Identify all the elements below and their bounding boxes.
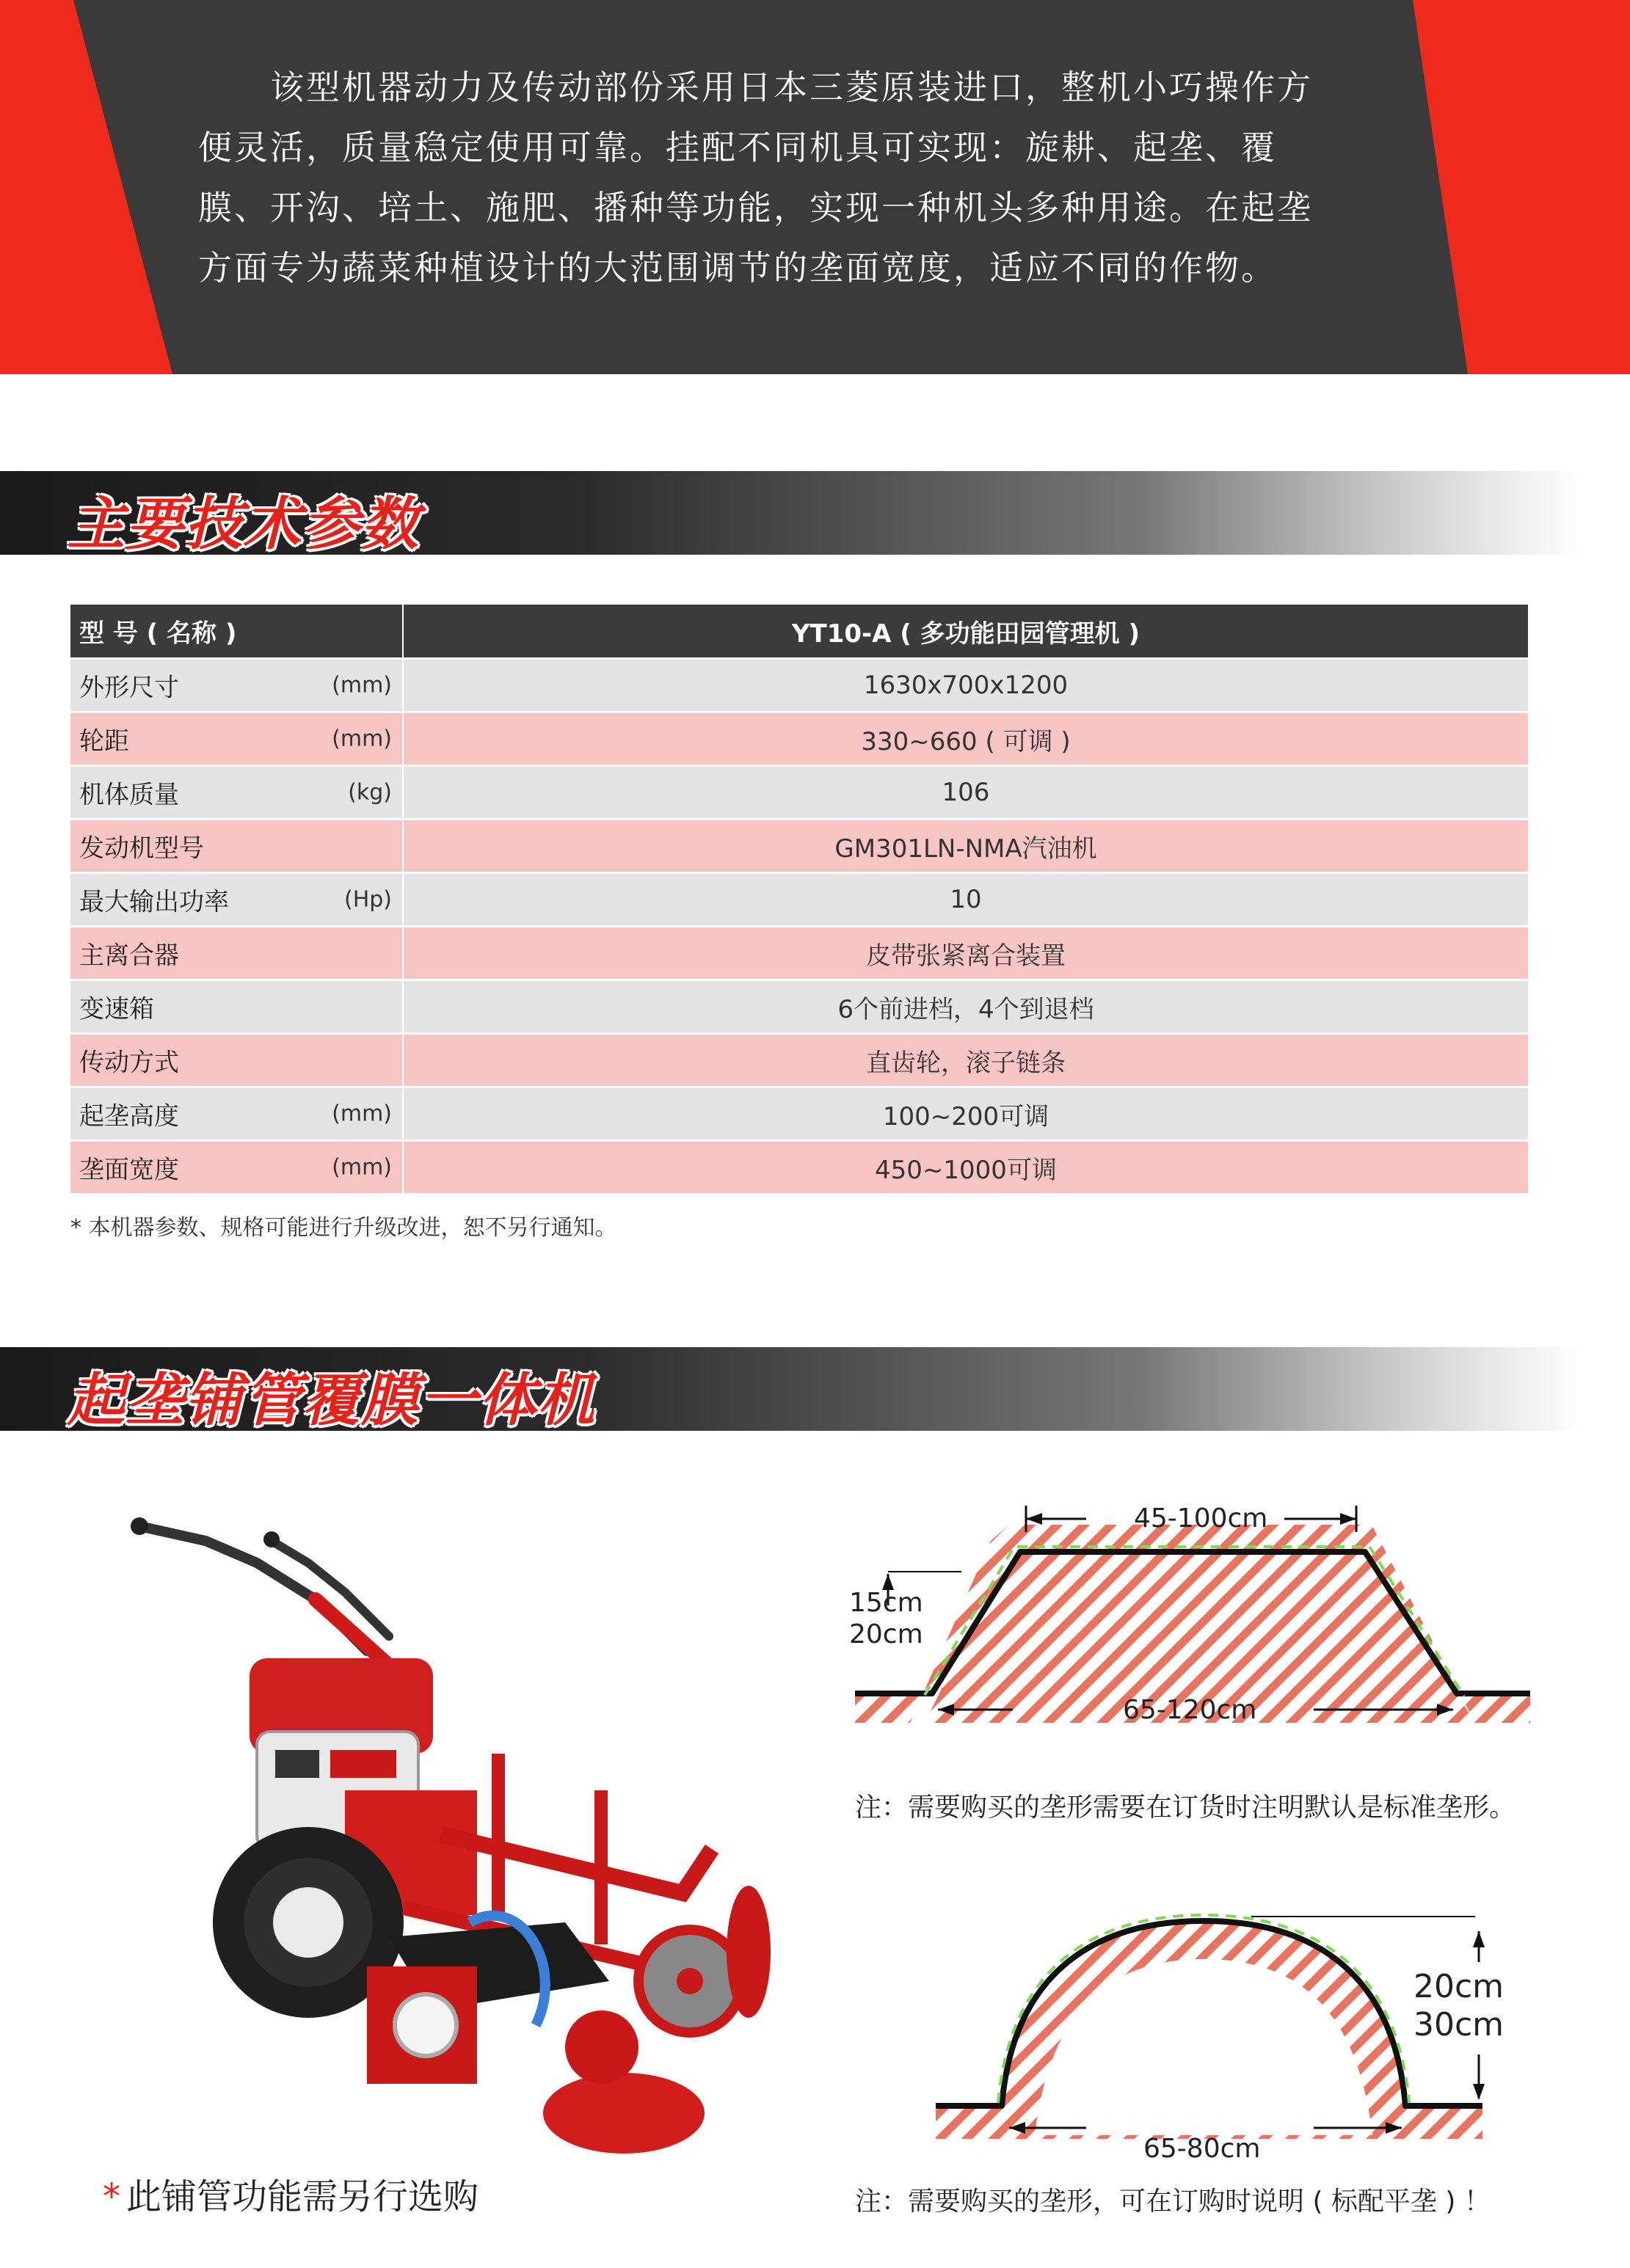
- engine-badge: [275, 1750, 319, 1778]
- row-value: 100~200可调: [403, 1087, 1528, 1141]
- row-label-cell: [70, 1034, 403, 1087]
- arrow-head: [1026, 1513, 1042, 1525]
- arrow-head: [1340, 1513, 1356, 1525]
- row-label: 发动机型号: [79, 834, 204, 864]
- row-value: 450~1000可调: [403, 1141, 1528, 1195]
- row-unit: (mm): [332, 672, 392, 699]
- dim-height-b: 20cm: [849, 1619, 923, 1649]
- handle-grip: [131, 1517, 148, 1535]
- arrow-head: [1473, 2084, 1485, 2100]
- dim-base-width: 65-80cm: [1143, 2134, 1261, 2164]
- row-label-cell: [70, 1141, 403, 1195]
- section-title: 起垄铺管覆膜一体机: [68, 1368, 597, 1434]
- table-row: [70, 873, 1528, 927]
- covering-wheel: [565, 2010, 638, 2084]
- row-value: 6个前进档，4个到退档: [403, 980, 1528, 1034]
- frame-post: [594, 1790, 608, 1944]
- intro-text: [198, 57, 1387, 298]
- table-header-row: [70, 605, 1528, 659]
- handle-grip: [263, 1531, 280, 1547]
- machine-caption: [103, 2168, 479, 2219]
- row-label-cell: [70, 927, 403, 980]
- row-value: 10: [403, 873, 1528, 927]
- row-label-cell: [70, 980, 403, 1034]
- row-unit: (mm): [332, 1154, 392, 1181]
- spec-table: [70, 605, 1528, 1195]
- dim-height-b: 30cm: [1413, 2006, 1505, 2043]
- engine-badge: [330, 1750, 396, 1778]
- row-label: 起垄高度: [79, 1101, 179, 1131]
- dim-base-width: 65-120cm: [1123, 1695, 1257, 1725]
- disc-coulter: [543, 2073, 705, 2154]
- row-label: 外形尺寸: [79, 673, 179, 703]
- row-label: 最大输出功率: [79, 887, 229, 917]
- intro-line: 方面专为蔬菜种植设计的大范围调节的垄面宽度，适应不同的作物。: [198, 248, 1277, 288]
- row-value: 106: [403, 766, 1528, 820]
- row-label: 机体质量: [79, 780, 179, 810]
- row-label-cell: [70, 659, 403, 712]
- handle-column: [316, 1600, 389, 1666]
- table-row: [70, 820, 1528, 873]
- frame-bar: [440, 1834, 712, 1893]
- row-value: 皮带张紧离合装置: [403, 927, 1528, 980]
- row-value: GM301LN-NMA汽油机: [403, 820, 1528, 873]
- table-row: [70, 659, 1528, 712]
- table-row: [70, 927, 1528, 980]
- table-footnote: * 本机器参数、规格可能进行升级改进，恕不另行通知。: [70, 1215, 617, 1241]
- section-header-machine: [0, 1347, 1630, 1434]
- row-label: 变速箱: [79, 994, 154, 1024]
- dim-height-a: 20cm: [1413, 1968, 1505, 2005]
- dim-height-a: 15cm: [849, 1588, 923, 1618]
- diagram1-note: 注：需要购买的垄形需要在订货时注明默认是标准垄形。: [855, 1793, 1516, 1823]
- dim-top-width: 45-100cm: [1134, 1503, 1268, 1534]
- machine-illustration: [125, 1512, 829, 2157]
- row-value: 直齿轮，滚子链条: [403, 1034, 1528, 1087]
- caption-text: 此铺管功能需另行选购: [126, 2176, 479, 2217]
- table-row: [70, 1034, 1528, 1087]
- row-unit: (mm): [332, 726, 392, 752]
- section-title: 主要技术参数: [68, 492, 421, 558]
- header-value: YT10-A ( 多功能田园管理机 ): [403, 605, 1528, 659]
- arrow-head: [1473, 1931, 1485, 1947]
- intro-line: 该型机器动力及传动部份采用日本三菱原装进口，整机小巧操作方: [198, 68, 1313, 107]
- handlebar: [139, 1526, 367, 1651]
- row-label-cell: [70, 873, 403, 927]
- header-label-cell: [70, 605, 403, 659]
- row-unit: (Hp): [343, 886, 392, 913]
- asterisk: *: [103, 2176, 120, 2217]
- row-unit: (kg): [348, 779, 392, 806]
- row-label-cell: [70, 766, 403, 820]
- table-row: [70, 712, 1528, 766]
- row-value: 330~660 ( 可调 ): [403, 712, 1528, 766]
- row-label: 主离合器: [79, 941, 179, 971]
- row-unit: (mm): [332, 1101, 392, 1127]
- row-label-cell: [70, 712, 403, 766]
- row-label: 垄面宽度: [79, 1155, 179, 1185]
- row-label-cell: [70, 820, 403, 873]
- row-label-cell: [70, 1087, 403, 1141]
- table-row: [70, 1141, 1528, 1195]
- intro-line: 便灵活，质量稳定使用可靠。挂配不同机具可实现：旋耕、起垄、覆: [198, 128, 1277, 167]
- intro-line: 膜、开沟、培土、施肥、播种等功能，实现一种机头多种用途。在起垄: [198, 188, 1313, 227]
- disc-coulter: [727, 1886, 771, 2018]
- drive-wheel-hub: [273, 1887, 343, 1958]
- table-row: [70, 1087, 1528, 1141]
- press-wheel: [395, 1994, 456, 2056]
- intro-banner: [0, 0, 1630, 374]
- row-label: 传动方式: [79, 1048, 179, 1078]
- row-label: 轮距: [79, 726, 129, 756]
- guide-wheel-hub: [677, 1968, 703, 1994]
- section-header-specs: [0, 471, 1630, 558]
- row-value: 1630x700x1200: [403, 659, 1528, 712]
- header-label: 型 号 ( 名称 ): [79, 619, 237, 649]
- table-row: [70, 766, 1528, 820]
- frame-post: [492, 1754, 505, 1915]
- table-row: [70, 980, 1528, 1034]
- diagram2-note: 注：需要购买的垄形，可在订购时说明 ( 标配平垄 ) ！: [855, 2187, 1491, 2217]
